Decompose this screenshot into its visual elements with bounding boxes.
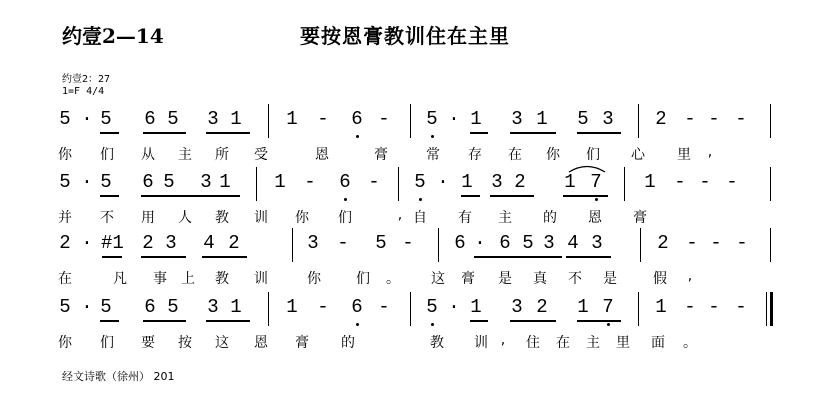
bar-line — [638, 292, 639, 326]
note: - — [735, 108, 747, 130]
note: 3 — [511, 296, 523, 318]
note: 5 — [426, 108, 438, 130]
lyric-char: 不 — [100, 210, 114, 226]
lyric-char: 按 — [178, 335, 192, 351]
note: 1 — [219, 171, 231, 193]
eighth-beam — [510, 132, 556, 134]
lyric-char: 的 — [341, 335, 355, 351]
lyric-char: 是 — [603, 271, 617, 287]
lyric-char: 要 — [141, 335, 155, 351]
source-footer: 经文诗歌（徐州） 201 — [62, 370, 175, 383]
note: - — [368, 171, 380, 193]
note: 5 — [167, 108, 179, 130]
eighth-beam — [566, 256, 611, 258]
note: · — [448, 108, 460, 130]
lyric-char: 凡 — [113, 271, 127, 287]
lyric-char: 恩 — [588, 210, 602, 226]
note: 3 — [511, 108, 523, 130]
note: 6 — [499, 232, 511, 254]
note: · — [81, 296, 93, 318]
note: 2 — [59, 232, 71, 254]
note: 3 — [591, 232, 603, 254]
note: 6 — [144, 296, 156, 318]
lyric-char: 。 — [386, 271, 400, 287]
eighth-beam — [461, 195, 480, 197]
lyric-char: 们 — [586, 147, 600, 163]
lyric-char: 教 — [215, 210, 229, 226]
lyric-char: 自 — [413, 210, 427, 226]
note: 6 — [351, 296, 363, 318]
eighth-beam — [100, 195, 119, 197]
note: 5 — [167, 296, 179, 318]
lyric-char: 真 — [533, 271, 547, 287]
lyric-char: 训 — [254, 271, 268, 287]
lyric-char: 存 — [468, 147, 482, 163]
note: 4 — [567, 232, 579, 254]
low-octave-dot — [431, 135, 434, 138]
bar-line — [410, 292, 411, 326]
hymn-title: 要按恩膏教训住在主里 — [300, 24, 510, 48]
lyric-char: 你 — [546, 147, 560, 163]
note: 4 — [203, 232, 215, 254]
bar-line — [268, 104, 269, 138]
bar-line — [268, 292, 269, 326]
note: 3 — [491, 171, 503, 193]
eighth-beam — [206, 320, 250, 322]
note: - — [708, 296, 720, 318]
bar-line — [640, 228, 641, 262]
lyric-char: 住 — [526, 335, 540, 351]
verse-reference: 约壹2：27 — [62, 74, 111, 85]
lyric-char: 不 — [568, 271, 582, 287]
note: - — [337, 232, 349, 254]
note: - — [317, 296, 329, 318]
note: · — [448, 296, 460, 318]
note: 2 — [228, 232, 240, 254]
note: 3 — [207, 108, 219, 130]
lyric-char: 是 — [498, 271, 512, 287]
note: 5 — [59, 171, 71, 193]
low-octave-dot — [356, 323, 359, 326]
note: - — [699, 171, 711, 193]
lyric-char: 在 — [556, 335, 570, 351]
lyric-char: 膏 — [374, 147, 388, 163]
lyric-char: , — [397, 207, 403, 223]
lyric-char: 你 — [58, 147, 72, 163]
eighth-beam — [143, 132, 186, 134]
slur-mark — [567, 163, 607, 173]
note: 5 — [100, 296, 112, 318]
note: 1 — [644, 171, 656, 193]
note: 1 — [230, 296, 242, 318]
note: 1 — [564, 171, 576, 193]
eighth-beam — [141, 195, 240, 197]
lyric-char: 们 — [100, 147, 114, 163]
bar-line — [410, 104, 411, 138]
eighth-beam — [490, 195, 534, 197]
low-octave-dot — [607, 323, 610, 326]
lyric-char: 主 — [498, 210, 512, 226]
low-octave-dot — [595, 198, 598, 201]
note: 5 — [59, 296, 71, 318]
lyric-char: 里 — [616, 335, 630, 351]
eighth-beam — [143, 320, 186, 322]
low-octave-dot — [344, 198, 347, 201]
note: 1 — [286, 108, 298, 130]
note: 5 — [163, 171, 175, 193]
note: - — [378, 296, 390, 318]
lyric-char: 面 — [651, 335, 665, 351]
lyric-char: 训 — [474, 335, 488, 351]
note: 5 — [375, 232, 387, 254]
lyric-char: 并 — [58, 210, 72, 226]
bar-line — [438, 228, 439, 262]
note: 7 — [590, 171, 602, 193]
lyric-char: 主 — [586, 335, 600, 351]
lyric-char: 主 — [178, 147, 192, 163]
bar-line — [256, 167, 257, 201]
final-bar-line — [770, 292, 773, 326]
lyric-char: , — [500, 332, 506, 348]
note: 3 — [543, 232, 555, 254]
note: 5 — [59, 108, 71, 130]
note: 3 — [602, 108, 614, 130]
lyric-char: 。 — [683, 335, 697, 351]
eighth-beam — [510, 320, 556, 322]
note: - — [736, 232, 748, 254]
lyric-char: 常 — [426, 147, 440, 163]
bar-line — [770, 228, 771, 262]
lyric-char: 教 — [430, 335, 444, 351]
note: - — [402, 232, 414, 254]
lyric-char: 人 — [178, 210, 192, 226]
eighth-beam — [563, 195, 608, 197]
note: - — [735, 296, 747, 318]
eighth-beam — [141, 256, 186, 258]
bar-line — [398, 167, 399, 201]
lyric-char: 教 — [215, 271, 229, 287]
note: 3 — [307, 232, 319, 254]
note: 3 — [207, 296, 219, 318]
note: 1 — [470, 296, 482, 318]
lyric-char: 心 — [631, 147, 645, 163]
eighth-beam — [100, 132, 119, 134]
note: 5 — [100, 171, 112, 193]
lyric-char: 上 — [181, 271, 195, 287]
eighth-beam — [202, 256, 247, 258]
note: 5 — [522, 232, 534, 254]
note: 2 — [655, 108, 667, 130]
note: - — [378, 108, 390, 130]
note: 1 — [536, 108, 548, 130]
scripture-reference: 约壹2—14 — [62, 24, 164, 48]
low-octave-dot — [431, 323, 434, 326]
note: 2 — [657, 232, 669, 254]
note: 5 — [414, 171, 426, 193]
lyric-char: 这 — [431, 271, 445, 287]
note: 3 — [200, 171, 212, 193]
lyric-char: 膏 — [461, 271, 475, 287]
lyric-char: , — [707, 144, 713, 160]
lyric-char: 恩 — [254, 335, 268, 351]
note: - — [686, 232, 698, 254]
lyric-char: 你 — [307, 271, 321, 287]
lyric-char: , — [687, 268, 693, 284]
eighth-beam — [100, 320, 119, 322]
note: · — [81, 232, 93, 254]
lyric-char: 恩 — [315, 147, 329, 163]
note: 6 — [142, 171, 154, 193]
note: 5 — [577, 108, 589, 130]
lyric-char: 在 — [508, 147, 522, 163]
note: 1 — [655, 296, 667, 318]
lyric-char: 们 — [338, 210, 352, 226]
lyric-char: 这 — [215, 335, 229, 351]
lyric-char: 用 — [141, 210, 155, 226]
note: · — [81, 108, 93, 130]
bar-line — [638, 104, 639, 138]
bar-line — [292, 228, 293, 262]
eighth-beam — [577, 132, 621, 134]
note: 6 — [144, 108, 156, 130]
note: #1 — [101, 232, 124, 254]
note: - — [708, 108, 720, 130]
lyric-char: 膏 — [295, 335, 309, 351]
lyric-char: 里 — [677, 147, 691, 163]
note: - — [726, 171, 738, 193]
note: · — [474, 232, 486, 254]
note: 2 — [536, 296, 548, 318]
lyric-char: 们 — [100, 335, 114, 351]
note: 1 — [461, 171, 473, 193]
note: 6 — [454, 232, 466, 254]
bar-line — [770, 104, 771, 138]
lyric-char: 事 — [153, 271, 167, 287]
note: 1 — [274, 171, 286, 193]
lyric-char: 受 — [254, 147, 268, 163]
lyric-char: 所 — [215, 147, 229, 163]
lyric-char: 有 — [458, 210, 472, 226]
lyric-char: 你 — [58, 335, 72, 351]
eighth-beam — [577, 320, 621, 322]
note: - — [710, 232, 722, 254]
key-signature: 1=F 4/4 — [62, 86, 105, 97]
lyric-char: 膏 — [633, 210, 647, 226]
lyric-char: 你 — [295, 210, 309, 226]
note: - — [317, 108, 329, 130]
note: 1 — [286, 296, 298, 318]
eighth-beam — [470, 132, 488, 134]
eighth-beam — [470, 320, 488, 322]
note: 3 — [165, 232, 177, 254]
note: 1 — [577, 296, 589, 318]
bar-line — [766, 292, 767, 326]
bar-line — [770, 167, 771, 201]
note: 2 — [514, 171, 526, 193]
eighth-beam — [102, 256, 122, 258]
note: - — [684, 108, 696, 130]
note: - — [304, 171, 316, 193]
note: 6 — [339, 171, 351, 193]
bar-line — [624, 167, 625, 201]
eighth-beam — [206, 132, 250, 134]
eighth-beam — [474, 256, 562, 258]
lyric-char: 从 — [141, 147, 155, 163]
note: 2 — [142, 232, 154, 254]
note: 5 — [426, 296, 438, 318]
note: · — [437, 171, 449, 193]
lyric-char: 的 — [543, 210, 557, 226]
note: 1 — [230, 108, 242, 130]
note: 5 — [100, 108, 112, 130]
note: - — [684, 296, 696, 318]
note: · — [81, 171, 93, 193]
note: 1 — [470, 108, 482, 130]
note: 6 — [351, 108, 363, 130]
low-octave-dot — [356, 135, 359, 138]
lyric-char: 在 — [58, 271, 72, 287]
lyric-char: 训 — [254, 210, 268, 226]
note: 7 — [602, 296, 614, 318]
low-octave-dot — [419, 198, 422, 201]
note: - — [674, 171, 686, 193]
lyric-char: 假 — [653, 271, 667, 287]
lyric-char: 们 — [356, 271, 370, 287]
